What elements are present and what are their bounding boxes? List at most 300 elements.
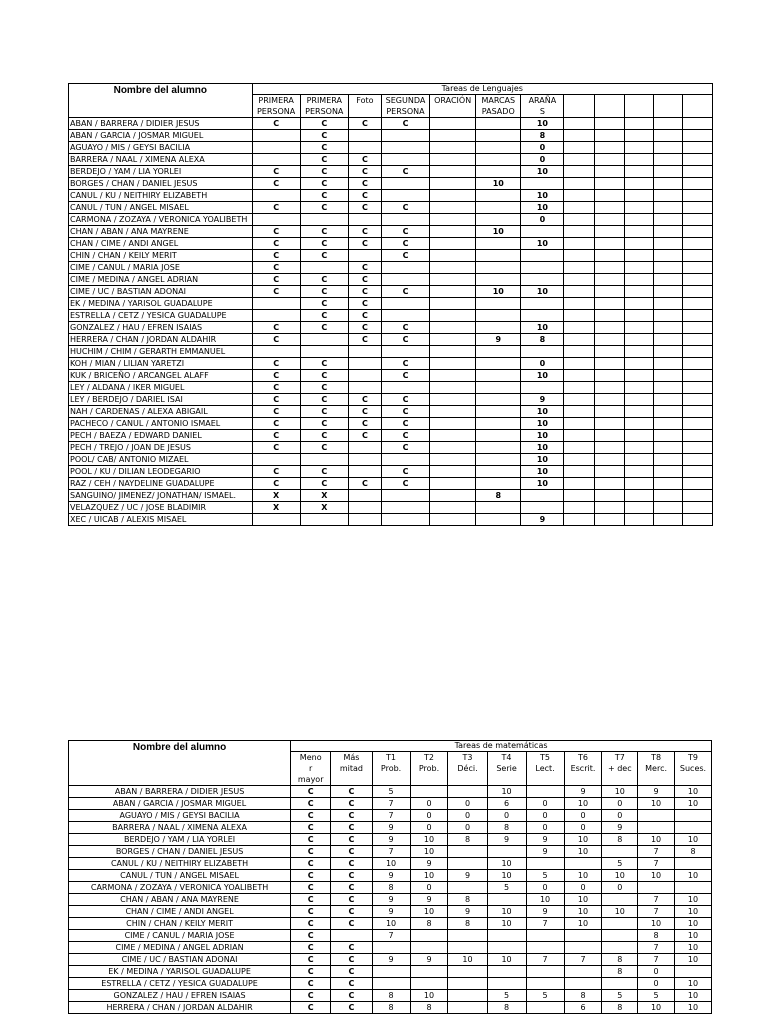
column-header-line: Prob.	[418, 764, 440, 773]
grade-cell	[448, 1002, 487, 1014]
empty-cell	[653, 262, 682, 274]
column-header-line: T5	[540, 753, 551, 762]
grade-cell	[348, 370, 381, 382]
empty-cell	[594, 130, 624, 142]
grade-cell: C	[348, 166, 381, 178]
table-row	[69, 394, 713, 406]
grade-cell: C	[381, 238, 429, 250]
empty-cell	[624, 322, 653, 334]
grade-cell: C	[300, 286, 348, 298]
empty-cell	[682, 382, 712, 394]
column-header-line: T7	[614, 753, 625, 762]
student-name: ABAN / BARRERA / DIDIER JESUS	[69, 786, 291, 798]
grade-cell	[372, 966, 410, 978]
grade-cell: C	[300, 478, 348, 490]
student-name: CANUL / TUN / ANGEL MISAEL	[69, 202, 253, 214]
empty-cell	[564, 346, 594, 358]
grade-cell: C	[381, 250, 429, 262]
grade-cell: 7	[372, 798, 410, 810]
grade-cell: 8	[638, 930, 675, 942]
grade-cell: 10	[674, 1002, 711, 1014]
empty-cell	[653, 406, 682, 418]
grade-cell: X	[252, 490, 300, 502]
empty-cell	[624, 382, 653, 394]
grade-cell: C	[252, 466, 300, 478]
empty-cell	[682, 226, 712, 238]
student-name: HERRERA / CHAN / JORDAN ALDAHIR	[69, 1002, 291, 1014]
grade-cell	[526, 978, 564, 990]
grade-cell: C	[300, 118, 348, 130]
student-name: CHIN / CHAN / KEILY MERIT	[69, 250, 253, 262]
grade-cell	[487, 846, 526, 858]
empty-cell	[653, 442, 682, 454]
grade-cell	[476, 478, 521, 490]
grade-cell: C	[291, 918, 331, 930]
column-header	[291, 752, 331, 786]
table-row	[69, 514, 713, 526]
grade-cell	[430, 322, 476, 334]
empty-cell	[653, 454, 682, 466]
empty-cell	[653, 130, 682, 142]
student-name: BERDEJO / YAM / LIA YORLEI	[69, 166, 253, 178]
grade-cell: C	[252, 226, 300, 238]
grade-cell: C	[300, 382, 348, 394]
empty-cell	[653, 286, 682, 298]
student-name: PECH / TREJO / JOAN DE JESUS	[69, 442, 253, 454]
grade-cell	[476, 238, 521, 250]
grade-cell	[430, 490, 476, 502]
grade-cell: C	[252, 118, 300, 130]
grade-cell: 8	[521, 334, 564, 346]
student-name: AGUAYO / MIS / GEYSI BACILIA	[69, 142, 253, 154]
student-name: ABAN / GARCIA / JOSMAR MIGUEL	[69, 798, 291, 810]
grade-cell: 5	[487, 990, 526, 1002]
grade-cell: 10	[487, 918, 526, 930]
empty-cell	[594, 262, 624, 274]
grade-cell: 5	[602, 858, 638, 870]
empty-cell	[682, 130, 712, 142]
grade-cell	[476, 358, 521, 370]
empty-cell	[682, 358, 712, 370]
empty-cell	[682, 406, 712, 418]
grade-cell	[381, 214, 429, 226]
grade-cell: C	[300, 142, 348, 154]
empty-cell	[653, 394, 682, 406]
empty-cell	[653, 190, 682, 202]
grade-cell: C	[331, 846, 372, 858]
grade-cell: 8	[487, 1002, 526, 1014]
empty-cell	[564, 406, 594, 418]
grade-cell: 10	[521, 478, 564, 490]
empty-cell	[682, 418, 712, 430]
grade-cell: C	[252, 382, 300, 394]
empty-cell	[564, 214, 594, 226]
grade-cell: 9	[372, 954, 410, 966]
column-header-line: Merc.	[645, 764, 668, 773]
grade-cell: 10	[638, 834, 675, 846]
grade-cell: 10	[674, 978, 711, 990]
column-header-line: T8	[651, 753, 662, 762]
grade-cell: 7	[526, 954, 564, 966]
empty-cell	[564, 274, 594, 286]
grade-cell	[348, 250, 381, 262]
grade-cell	[381, 298, 429, 310]
table-row	[69, 978, 712, 990]
grade-cell: 8	[487, 822, 526, 834]
column-header-line: PERSONA	[256, 107, 296, 116]
grade-cell: 5	[372, 786, 410, 798]
grade-cell: 9	[372, 894, 410, 906]
grade-cell: 0	[564, 882, 602, 894]
grade-cell: C	[300, 442, 348, 454]
grade-cell	[252, 214, 300, 226]
grade-cell	[430, 214, 476, 226]
empty-cell	[682, 430, 712, 442]
table-row	[69, 870, 712, 882]
grade-cell: 10	[521, 286, 564, 298]
student-name: NAH / CARDENAS / ALEXA ABIGAIL	[69, 406, 253, 418]
grade-cell	[410, 942, 448, 954]
grade-cell: 10	[521, 442, 564, 454]
grade-cell	[521, 226, 564, 238]
grade-cell	[300, 346, 348, 358]
empty-cell	[624, 418, 653, 430]
grade-cell	[381, 310, 429, 322]
grade-cell: 6	[564, 1002, 602, 1014]
column-header-line: Foto	[356, 96, 374, 105]
table-row	[69, 322, 713, 334]
grade-cell	[638, 810, 675, 822]
student-name: HUCHIM / CHIM / GERARTH EMMANUEL	[69, 346, 253, 358]
grade-cell: 0	[521, 358, 564, 370]
grade-cell	[252, 142, 300, 154]
grade-cell	[448, 858, 487, 870]
student-name: KOH / MIAN / LILIAN YARETZI	[69, 358, 253, 370]
grade-cell: 9	[487, 834, 526, 846]
empty-cell	[682, 466, 712, 478]
grade-cell	[410, 786, 448, 798]
name-column-header: Nombre del alumno	[69, 84, 253, 118]
empty-cell	[594, 406, 624, 418]
grade-cell: 9	[564, 786, 602, 798]
column-header-line: T6	[577, 753, 588, 762]
grade-cell	[348, 442, 381, 454]
empty-cell	[682, 250, 712, 262]
table-row	[69, 406, 713, 418]
grade-cell	[430, 442, 476, 454]
grade-cell: 0	[526, 882, 564, 894]
grade-cell: 0	[410, 810, 448, 822]
grade-cell	[526, 966, 564, 978]
grade-cell: 8	[602, 966, 638, 978]
grade-cell: 8	[372, 882, 410, 894]
student-name: RAZ / CEH / NAYDELINE GUADALUPE	[69, 478, 253, 490]
grade-cell: C	[252, 370, 300, 382]
grade-cell	[430, 118, 476, 130]
student-name: HERRERA / CHAN / JORDAN ALDAHIR	[69, 334, 253, 346]
column-header-line: ARAÑA	[528, 96, 557, 105]
empty-cell	[624, 142, 653, 154]
grade-cell: C	[300, 190, 348, 202]
grade-cell: 7	[638, 942, 675, 954]
grade-cell: 10	[448, 954, 487, 966]
grade-cell	[476, 442, 521, 454]
table-row	[69, 310, 713, 322]
empty-cell	[594, 166, 624, 178]
empty-cell	[564, 262, 594, 274]
grade-cell: 10	[564, 834, 602, 846]
empty-cell	[564, 286, 594, 298]
empty-cell	[653, 466, 682, 478]
grade-cell: 8	[602, 834, 638, 846]
grade-cell: C	[331, 1002, 372, 1014]
grade-cell: 8	[372, 1002, 410, 1014]
student-name: PECH / BAEZA / EDWARD DANIEL	[69, 430, 253, 442]
student-name: CHIN / CHAN / KEILY MERIT	[69, 918, 291, 930]
grade-cell	[448, 786, 487, 798]
grade-cell: 10	[638, 870, 675, 882]
empty-cell	[653, 166, 682, 178]
empty-cell	[653, 490, 682, 502]
grade-cell: C	[348, 310, 381, 322]
grade-cell: 0	[521, 154, 564, 166]
grade-cell: 0	[564, 822, 602, 834]
grade-cell: 0	[638, 978, 675, 990]
grade-cell	[410, 930, 448, 942]
grade-cell: C	[381, 334, 429, 346]
grade-cell	[526, 1002, 564, 1014]
grade-cell: 10	[674, 930, 711, 942]
grade-cell: C	[348, 394, 381, 406]
empty-cell	[594, 226, 624, 238]
column-header-line: T9	[688, 753, 698, 762]
grade-cell: C	[381, 286, 429, 298]
table-row	[69, 226, 713, 238]
empty-cell	[564, 118, 594, 130]
empty-cell	[564, 190, 594, 202]
table-row	[69, 142, 713, 154]
student-name: ABAN / GARCIA / JOSMAR MIGUEL	[69, 130, 253, 142]
grade-cell: 8	[410, 1002, 448, 1014]
empty-cell	[653, 334, 682, 346]
grade-cell	[476, 118, 521, 130]
table-row	[69, 154, 713, 166]
empty-cell	[624, 190, 653, 202]
grade-cell: C	[291, 990, 331, 1002]
empty-cell	[624, 310, 653, 322]
empty-cell	[624, 430, 653, 442]
grade-cell: 10	[674, 918, 711, 930]
grade-cell: C	[300, 250, 348, 262]
column-header	[674, 752, 711, 786]
empty-cell	[653, 478, 682, 490]
grade-cell: C	[331, 942, 372, 954]
column-header-line: + dec	[607, 764, 632, 773]
table-row	[69, 430, 713, 442]
grade-cell: C	[291, 882, 331, 894]
grade-cell: 10	[674, 870, 711, 882]
student-name: BARRERA / NAAL / XIMENA ALEXA	[69, 154, 253, 166]
empty-cell	[564, 478, 594, 490]
empty-cell	[564, 142, 594, 154]
grade-cell: 10	[521, 466, 564, 478]
table-row	[69, 502, 713, 514]
grade-cell: C	[252, 478, 300, 490]
grade-cell	[602, 918, 638, 930]
empty-cell	[624, 346, 653, 358]
grade-cell: 8	[674, 846, 711, 858]
grade-cell	[521, 250, 564, 262]
grade-cell: C	[300, 178, 348, 190]
empty-cell	[564, 202, 594, 214]
empty-cell	[624, 502, 653, 514]
empty-cell	[653, 250, 682, 262]
grade-cell: C	[291, 834, 331, 846]
student-name: GONZALEZ / HAU / EFREN ISAIAS	[69, 322, 253, 334]
empty-cell	[624, 358, 653, 370]
grade-cell	[430, 334, 476, 346]
grade-cell: 5	[487, 882, 526, 894]
grade-cell	[476, 370, 521, 382]
grade-cell: C	[348, 226, 381, 238]
grade-cell: 8	[602, 954, 638, 966]
grade-cell: 10	[487, 858, 526, 870]
empty-cell	[682, 262, 712, 274]
grade-cell: 10	[638, 798, 675, 810]
empty-cell	[564, 130, 594, 142]
student-name: CIME / MEDINA / ANGEL ADRIAN	[69, 942, 291, 954]
grade-cell: C	[252, 442, 300, 454]
grade-cell	[430, 358, 476, 370]
grade-cell	[430, 514, 476, 526]
student-name: CANUL / KU / NEITHIRY ELIZABETH	[69, 190, 253, 202]
table-row	[69, 274, 713, 286]
grade-cell: C	[348, 478, 381, 490]
grade-cell	[476, 202, 521, 214]
column-header	[448, 752, 487, 786]
grade-cell: 10	[521, 430, 564, 442]
grade-cell: C	[348, 286, 381, 298]
empty-cell	[653, 310, 682, 322]
grade-cell: C	[300, 130, 348, 142]
grade-cell: C	[291, 1002, 331, 1014]
table-row	[69, 906, 712, 918]
table-row	[69, 382, 713, 394]
grade-cell: C	[252, 274, 300, 286]
grade-cell	[381, 190, 429, 202]
grade-cell: 10	[521, 190, 564, 202]
empty-cell	[594, 334, 624, 346]
grade-cell: 10	[521, 202, 564, 214]
grade-cell	[348, 358, 381, 370]
grade-cell	[476, 382, 521, 394]
table-row	[69, 358, 713, 370]
empty-cell	[594, 118, 624, 130]
grade-cell: 9	[448, 906, 487, 918]
empty-cell	[624, 214, 653, 226]
empty-cell	[594, 514, 624, 526]
student-name: GONZALEZ / HAU / EFREN ISAIAS	[69, 990, 291, 1002]
grade-cell	[674, 858, 711, 870]
grade-cell: C	[348, 298, 381, 310]
empty-cell	[653, 346, 682, 358]
grade-cell: C	[348, 202, 381, 214]
math-tasks-table	[68, 740, 712, 1014]
table-row	[69, 954, 712, 966]
grade-cell: C	[291, 894, 331, 906]
grade-cell: 9	[521, 514, 564, 526]
column-header	[602, 752, 638, 786]
grade-cell: 0	[526, 822, 564, 834]
grade-cell	[430, 238, 476, 250]
grade-cell: C	[381, 370, 429, 382]
grade-cell: 9	[410, 858, 448, 870]
grade-cell: 10	[476, 286, 521, 298]
student-name: CHAN / CIME / ANDI ANGEL	[69, 906, 291, 918]
grade-cell: C	[331, 966, 372, 978]
grade-cell: C	[331, 918, 372, 930]
grade-cell: C	[348, 406, 381, 418]
empty-cell	[564, 154, 594, 166]
grade-cell: C	[348, 262, 381, 274]
grade-cell	[476, 130, 521, 142]
grade-cell	[476, 514, 521, 526]
grade-cell	[602, 978, 638, 990]
empty-cell	[564, 418, 594, 430]
table-row	[69, 370, 713, 382]
grade-cell: 10	[410, 846, 448, 858]
empty-cell	[564, 490, 594, 502]
grade-cell	[300, 514, 348, 526]
grade-cell: 7	[372, 810, 410, 822]
empty-cell	[653, 238, 682, 250]
grade-cell: C	[252, 166, 300, 178]
empty-cell	[564, 250, 594, 262]
grade-cell: 7	[638, 954, 675, 966]
grade-cell: C	[252, 394, 300, 406]
grade-cell: C	[300, 226, 348, 238]
grade-cell: C	[291, 978, 331, 990]
grade-cell: C	[331, 990, 372, 1002]
empty-cell	[624, 118, 653, 130]
grade-cell: 10	[602, 870, 638, 882]
grade-cell	[476, 214, 521, 226]
grade-cell: C	[291, 954, 331, 966]
grade-cell: C	[331, 798, 372, 810]
empty-cell	[564, 310, 594, 322]
grade-cell: 9	[372, 906, 410, 918]
empty-cell	[624, 250, 653, 262]
grade-cell: C	[252, 406, 300, 418]
student-name: CANUL / TUN / ANGEL MISAEL	[69, 870, 291, 882]
grade-cell	[564, 942, 602, 954]
column-header-line: ORACIÓN	[434, 96, 472, 105]
grade-cell	[410, 966, 448, 978]
column-header	[487, 752, 526, 786]
grade-cell: C	[291, 870, 331, 882]
student-name: EK / MEDINA / YARISOL GUADALUPE	[69, 298, 253, 310]
student-name: CARMONA / ZOZAYA / VERONICA YOALIBETH	[69, 214, 253, 226]
grade-cell: 10	[521, 322, 564, 334]
grade-cell: 0	[448, 822, 487, 834]
empty-cell	[653, 322, 682, 334]
grade-cell	[487, 930, 526, 942]
grade-cell: C	[252, 322, 300, 334]
empty-cell	[564, 358, 594, 370]
empty-cell	[594, 478, 624, 490]
grade-cell: C	[381, 478, 429, 490]
empty-cell	[682, 166, 712, 178]
